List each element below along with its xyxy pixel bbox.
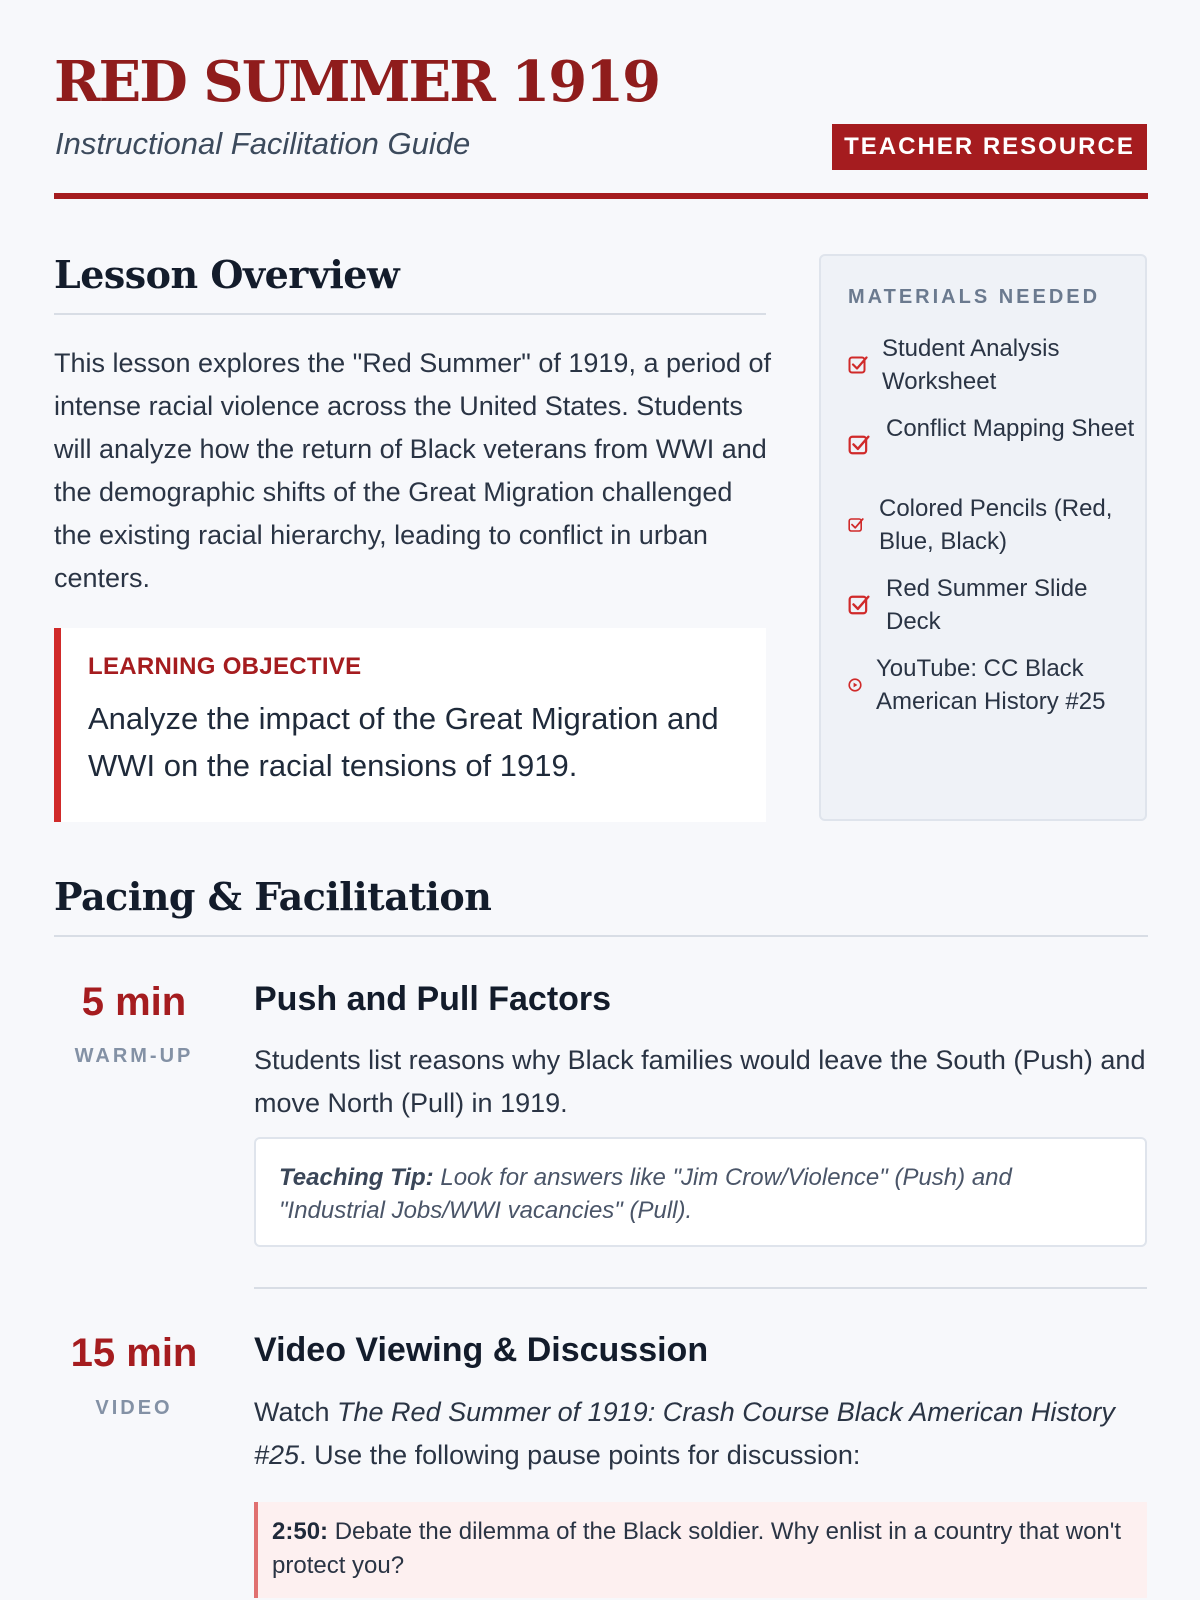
pause-timestamp: 2:50:	[272, 1518, 329, 1545]
material-label: Colored Pencils (Red, Blue, Black)	[879, 495, 1113, 555]
activity-title: Video Viewing & Discussion	[254, 1331, 709, 1369]
checkbox-icon	[848, 355, 868, 375]
activity-title: Push and Pull Factors	[254, 980, 612, 1018]
activity-description	[254, 1391, 1146, 1477]
teaching-tip	[254, 1137, 1147, 1247]
checkbox-icon	[848, 434, 870, 456]
activity-duration: 15 min	[70, 1331, 198, 1375]
teacher-resource-badge: TEACHER RESOURCE	[832, 124, 1147, 170]
material-item	[848, 492, 1138, 558]
materials-heading: MATERIALS NEEDED	[848, 286, 1101, 308]
pacing-divider	[54, 935, 1148, 937]
activity-phase: WARM-UP	[74, 1045, 194, 1067]
video-title: The Red Summer of 1919: Crash Course Black American History #25	[254, 1397, 1115, 1470]
material-label: Student Analysis Worksheet	[882, 335, 1060, 395]
play-icon	[848, 678, 862, 692]
lesson-overview-text: This lesson explores the "Red Summer" of 1919, a period of intense racial violence across the United States. Students will analyze how the return of Black veterans from WWI and the demographic shifts of the Great Migration challenged the existing racial hierarchy, leading to conflict in urban centers.	[54, 348, 772, 593]
document-title: RED SUMMER 1919	[54, 49, 660, 115]
material-item[interactable]	[848, 652, 1138, 718]
lesson-overview-divider	[54, 313, 766, 315]
pacing-heading: Pacing & Facilitation	[54, 874, 492, 919]
material-item	[848, 332, 1138, 398]
checkbox-icon	[848, 594, 870, 616]
description-suffix: . Use the following pause points for discussion:	[299, 1440, 861, 1470]
material-label: Red Summer Slide Deck	[886, 575, 1088, 635]
material-label[interactable]: YouTube: CC Black American History #25	[876, 655, 1106, 715]
activity-divider	[254, 1287, 1147, 1289]
document-subtitle: Instructional Facilitation Guide	[55, 126, 471, 161]
material-label: Conflict Mapping Sheet	[886, 415, 1135, 442]
checkbox-icon	[848, 517, 864, 533]
learning-objective-text: Analyze the impact of the Great Migration and WWI on the racial tensions of 1919.	[88, 701, 719, 783]
activity-description: Students list reasons why Black families would leave the South (Push) and move North (Pull) in 1919.	[254, 1045, 1146, 1118]
header-divider	[54, 193, 1148, 199]
description-prefix: Watch	[254, 1397, 330, 1427]
learning-objective-label: LEARNING OBJECTIVE	[88, 653, 362, 680]
materials-panel	[819, 254, 1147, 821]
learning-objective-callout	[54, 628, 766, 822]
material-item	[848, 572, 1138, 638]
pause-point	[254, 1502, 1147, 1598]
material-item	[848, 412, 1138, 478]
lesson-overview-heading: Lesson Overview	[54, 252, 400, 297]
teaching-tip-text: Look for answers like "Jim Crow/Violence" (Push) and "Industrial Jobs/WWI vacancies" (Pull).	[279, 1164, 1012, 1224]
pause-prompt: Debate the dilemma of the Black soldier. Why enlist in a country that won't protect you?	[272, 1518, 1122, 1579]
teaching-tip-label: Teaching Tip:	[279, 1164, 434, 1191]
activity-phase: VIDEO	[95, 1397, 173, 1419]
activity-duration: 5 min	[81, 980, 187, 1024]
